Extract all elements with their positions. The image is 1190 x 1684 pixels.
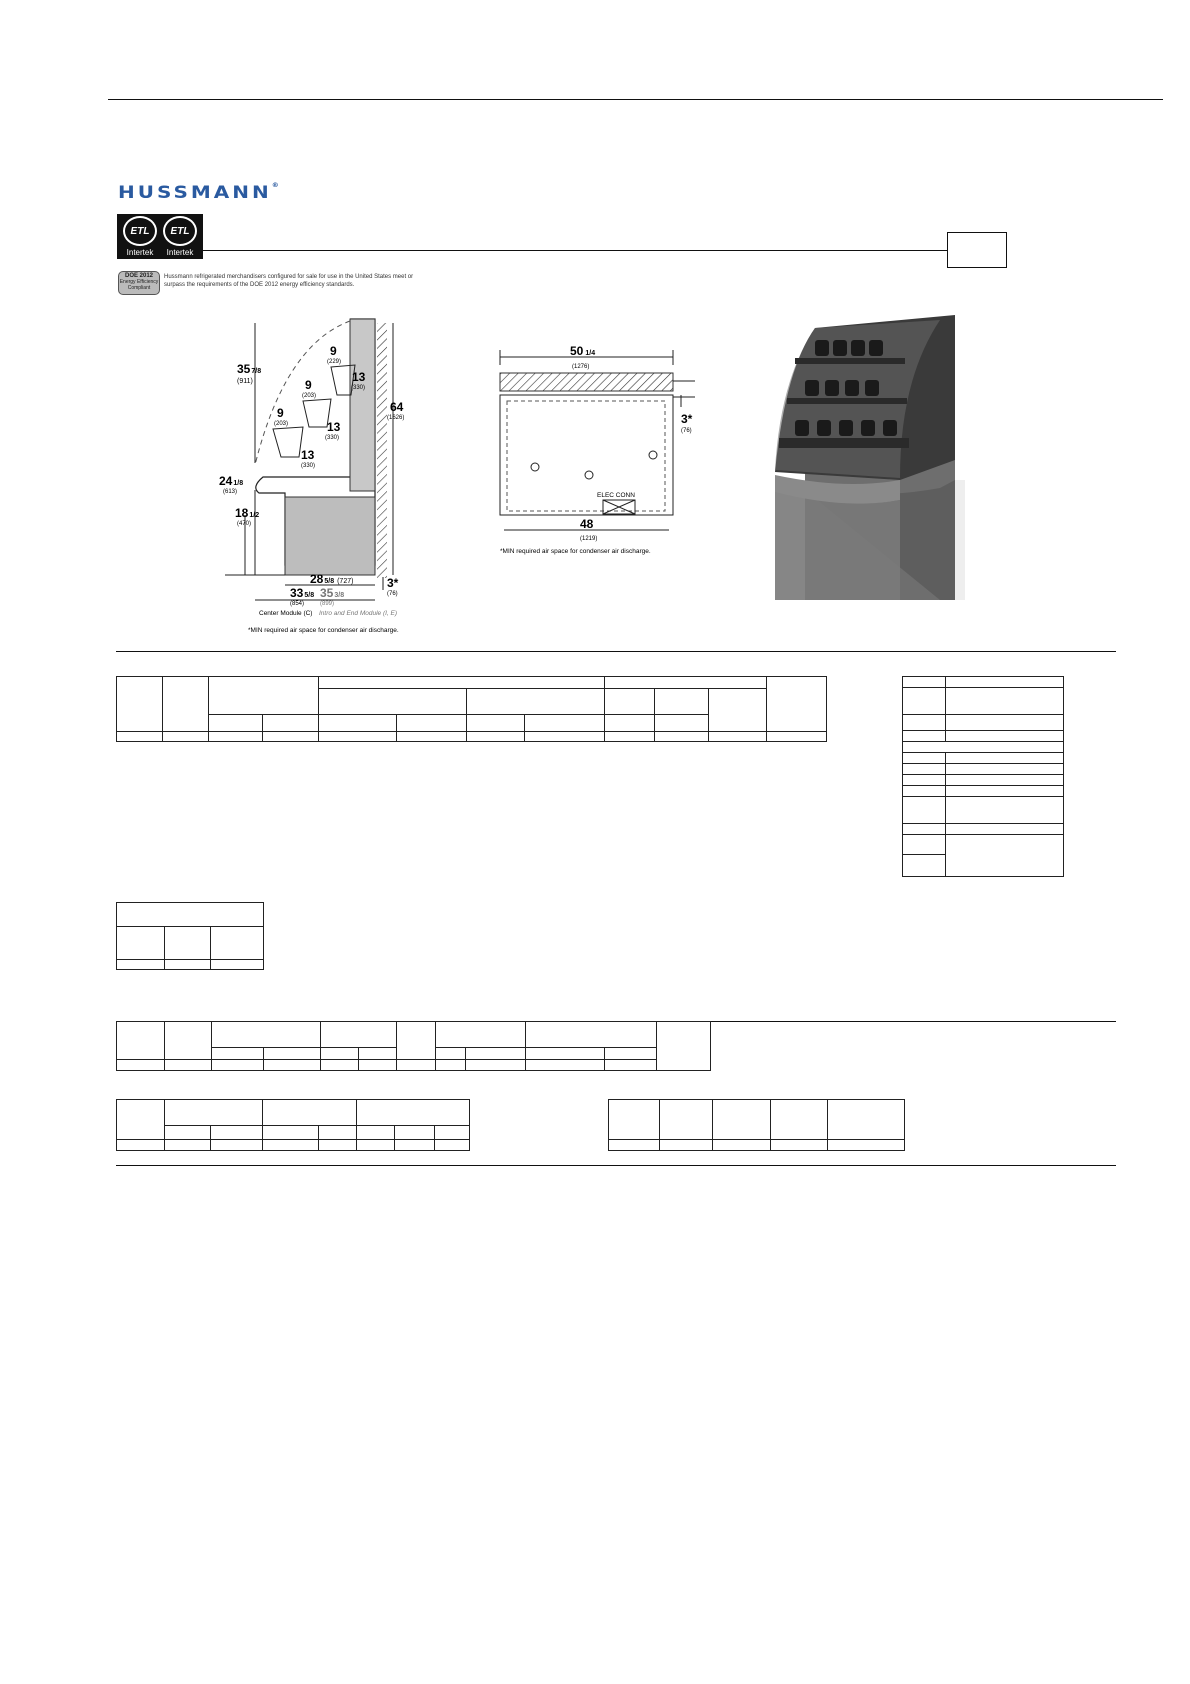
svg-text:(330): (330) xyxy=(301,463,316,469)
top-rule xyxy=(108,99,1163,100)
svg-text:9: 9 xyxy=(305,378,312,392)
svg-text:(203): (203) xyxy=(302,393,317,399)
svg-text:(203): (203) xyxy=(274,421,289,427)
weights-table xyxy=(608,1099,905,1151)
svg-text:(854): (854) xyxy=(290,601,305,607)
spec-table xyxy=(116,676,827,742)
svg-text:Center Module (C): Center Module (C) xyxy=(259,610,313,617)
doe-statement: Hussmann refrigerated merchandisers configured for sale for use in the United States meet or surpass the requirements of the DOE 2012 energy efficiency standards. xyxy=(164,274,414,288)
case-back-panel xyxy=(500,395,673,515)
product-image xyxy=(765,310,975,605)
svg-text:48: 48 xyxy=(580,517,594,531)
ceiling-hatch xyxy=(500,373,673,391)
cetlus-certification-icon: ETL Intertek xyxy=(157,214,203,259)
svg-text:9: 9 xyxy=(277,406,284,420)
svg-text:13: 13 xyxy=(352,370,366,384)
svg-text:285/8(727): 285/8 (727) xyxy=(310,572,354,586)
svg-text:501/4: 50 1/4 xyxy=(570,345,596,358)
svg-text:353/8: 353/8 xyxy=(320,586,345,600)
small-table xyxy=(116,902,264,970)
svg-text:(1219): (1219) xyxy=(580,536,598,542)
hussmann-logo: HUSSMANN® xyxy=(118,182,279,203)
svg-text:ELEC CONN: ELEC CONN xyxy=(597,492,635,499)
svg-text:13: 13 xyxy=(301,448,315,462)
svg-text:(330): (330) xyxy=(325,435,340,441)
electrical-table xyxy=(116,1021,711,1071)
doe-2012-badge: DOE 2012 Energy Efficiency Compliant xyxy=(118,271,160,295)
svg-text:Intro and End Module (I, E): Intro and End Module (I, E) xyxy=(319,610,398,617)
svg-text:3*: 3* xyxy=(387,576,399,590)
svg-text:181/2: 181/2 xyxy=(235,506,260,520)
svg-text:(470): (470) xyxy=(237,521,252,527)
refrigeration-table xyxy=(116,1099,470,1151)
side-spec-table xyxy=(902,676,1064,877)
svg-text:(330): (330) xyxy=(351,385,366,391)
svg-text:*MIN required air space for co: *MIN required air space for condenser air discharge. xyxy=(500,548,651,555)
svg-text:(76): (76) xyxy=(681,428,692,434)
etl-certification-icon: ETL Intertek xyxy=(117,214,163,259)
svg-text:(911): (911) xyxy=(237,378,253,385)
svg-text:9: 9 xyxy=(330,344,337,358)
section-rule-1 xyxy=(116,651,1116,652)
case-base xyxy=(285,497,375,575)
svg-text:*MIN required air space for co: *MIN required air space for condenser air discharge. xyxy=(248,627,399,634)
svg-text:(1276): (1276) xyxy=(572,364,590,370)
svg-text:13: 13 xyxy=(327,420,341,434)
svg-text:(899): (899) xyxy=(320,601,335,607)
title-rule xyxy=(201,250,948,251)
svg-text:(76): (76) xyxy=(387,591,398,597)
side-view-drawing xyxy=(215,315,415,645)
svg-text:(1626): (1626) xyxy=(387,415,405,421)
wall-hatch xyxy=(377,323,387,578)
back-view-drawing xyxy=(495,345,710,595)
page-number-box xyxy=(947,232,1007,268)
svg-text:335/8: 335/8 xyxy=(290,586,315,600)
svg-text:3*: 3* xyxy=(681,412,693,426)
svg-text:357/8: 357/8 xyxy=(237,362,262,376)
svg-text:(613): (613) xyxy=(223,489,238,495)
svg-text:64: 64 xyxy=(390,400,404,414)
svg-text:(229): (229) xyxy=(327,359,342,365)
bottom-rule xyxy=(116,1165,1116,1166)
svg-text:241/8: 241/8 xyxy=(219,474,244,488)
